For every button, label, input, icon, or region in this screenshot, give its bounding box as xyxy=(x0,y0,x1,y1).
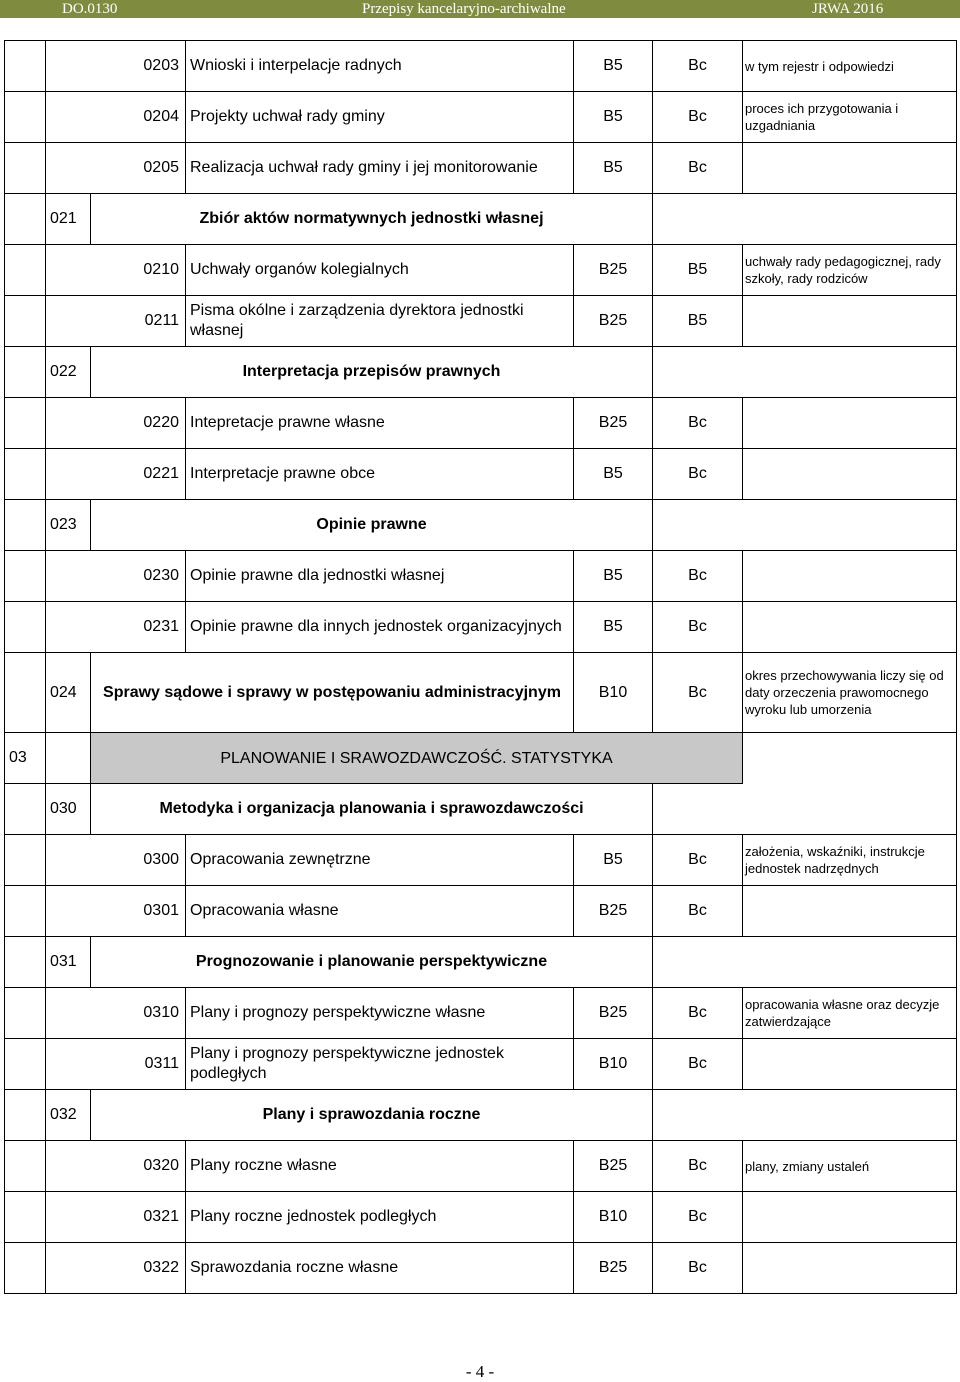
category-a-cell: B5 xyxy=(574,143,653,194)
code-cell: 0210 xyxy=(91,245,186,296)
note-cell xyxy=(743,449,957,500)
level2-cell xyxy=(46,733,91,784)
table-row xyxy=(5,449,957,500)
level2-cell xyxy=(46,41,91,92)
note-cell xyxy=(743,296,957,347)
table-row xyxy=(5,653,957,733)
group-name-cell: Sprawy sądowe i sprawy w postępowaniu administracyjnym xyxy=(91,653,574,733)
code-cell: 0320 xyxy=(91,1141,186,1192)
table-row xyxy=(5,1039,957,1090)
section-name-cell: PLANOWANIE I SRAWOZDAWCZOŚĆ. STATYSTYKA xyxy=(91,733,743,784)
document-version: JRWA 2016 xyxy=(812,1,884,17)
category-b-cell: Bc xyxy=(653,988,743,1039)
group-name-cell: Zbiór aktów normatywnych jednostki własnej xyxy=(91,194,653,245)
table-row xyxy=(5,1090,957,1141)
level1-cell xyxy=(5,1090,46,1141)
name-cell: Plany i prognozy perspektywiczne jednostek podległych xyxy=(186,1039,574,1090)
code-cell: 031 xyxy=(46,937,91,988)
category-b-cell xyxy=(653,937,743,988)
name-cell: Intepretacje prawne własne xyxy=(186,398,574,449)
level1-cell xyxy=(5,449,46,500)
level1-cell xyxy=(5,143,46,194)
code-cell: 021 xyxy=(46,194,91,245)
note-cell xyxy=(743,1090,957,1141)
category-b-cell: Bc xyxy=(653,449,743,500)
group-name-cell: Opinie prawne xyxy=(91,500,653,551)
level1-cell xyxy=(5,937,46,988)
code-cell: 0205 xyxy=(91,143,186,194)
level2-cell xyxy=(46,398,91,449)
code-cell: 0322 xyxy=(91,1243,186,1294)
level1-cell xyxy=(5,245,46,296)
category-a-cell: B25 xyxy=(574,1243,653,1294)
level1-cell xyxy=(5,602,46,653)
level2-cell xyxy=(46,296,91,347)
note-cell: plany, zmiany ustaleń xyxy=(743,1141,957,1192)
note-cell: opracowania własne oraz decyzje zatwierdzające xyxy=(743,988,957,1039)
level1-cell xyxy=(5,41,46,92)
code-cell: 0300 xyxy=(91,835,186,886)
note-cell xyxy=(743,500,957,551)
category-b-cell xyxy=(653,194,743,245)
note-cell xyxy=(743,398,957,449)
code-cell: 0211 xyxy=(91,296,186,347)
level1-cell xyxy=(5,835,46,886)
category-b-cell: Bc xyxy=(653,92,743,143)
table-row xyxy=(5,733,957,784)
category-b-cell: Bc xyxy=(653,551,743,602)
level2-cell xyxy=(46,143,91,194)
note-cell xyxy=(743,1039,957,1090)
category-a-cell: B5 xyxy=(574,41,653,92)
category-b-cell: Bc xyxy=(653,602,743,653)
table-row xyxy=(5,784,957,835)
level1-cell xyxy=(5,92,46,143)
level1-cell xyxy=(5,194,46,245)
name-cell: Projekty uchwał rady gminy xyxy=(186,92,574,143)
category-b-cell: Bc xyxy=(653,1141,743,1192)
level2-cell xyxy=(46,1141,91,1192)
name-cell: Plany i prognozy perspektywiczne własne xyxy=(186,988,574,1039)
category-b-cell: Bc xyxy=(653,1243,743,1294)
category-a-cell: B25 xyxy=(574,1141,653,1192)
level1-cell xyxy=(5,1039,46,1090)
level2-cell xyxy=(46,245,91,296)
category-a-cell: B10 xyxy=(574,653,653,733)
category-a-cell: B10 xyxy=(574,1039,653,1090)
category-a-cell: B25 xyxy=(574,296,653,347)
table-row xyxy=(5,143,957,194)
category-a-cell: B5 xyxy=(574,92,653,143)
level1-cell xyxy=(5,1141,46,1192)
note-cell: proces ich przygotowania i uzgadniania xyxy=(743,92,957,143)
table-row xyxy=(5,92,957,143)
category-b-cell xyxy=(653,347,743,398)
category-b-cell: Bc xyxy=(653,398,743,449)
code-cell: 0220 xyxy=(91,398,186,449)
group-name-cell: Prognozowanie i planowanie perspektywiczne xyxy=(91,937,653,988)
name-cell: Realizacja uchwał rady gminy i jej monitorowanie xyxy=(186,143,574,194)
table-row xyxy=(5,1192,957,1243)
table-row xyxy=(5,937,957,988)
table-row xyxy=(5,886,957,937)
level2-cell xyxy=(46,1039,91,1090)
level1-cell xyxy=(5,653,46,733)
level1-cell xyxy=(5,296,46,347)
code-cell: 0231 xyxy=(91,602,186,653)
level2-cell xyxy=(46,92,91,143)
level2-cell xyxy=(46,886,91,937)
category-a-cell: B5 xyxy=(574,835,653,886)
level2-cell xyxy=(46,602,91,653)
note-cell xyxy=(743,1243,957,1294)
category-b-cell: Bc xyxy=(653,1039,743,1090)
level1-cell xyxy=(5,1243,46,1294)
level1-cell xyxy=(5,347,46,398)
category-a-cell: B5 xyxy=(574,551,653,602)
code-cell: 0204 xyxy=(91,92,186,143)
name-cell: Plany roczne jednostek podległych xyxy=(186,1192,574,1243)
name-cell: Opinie prawne dla jednostki własnej xyxy=(186,551,574,602)
table-row xyxy=(5,296,957,347)
category-b-cell: B5 xyxy=(653,245,743,296)
level1-cell xyxy=(5,398,46,449)
document-title: Przepisy kancelaryjno-archiwalne xyxy=(362,1,566,17)
note-cell xyxy=(743,143,957,194)
name-cell: Opracowania zewnętrzne xyxy=(186,835,574,886)
code-cell: 0230 xyxy=(91,551,186,602)
page-header xyxy=(0,0,960,18)
table-row xyxy=(5,347,957,398)
category-b-cell: Bc xyxy=(653,886,743,937)
note-cell xyxy=(743,886,957,937)
category-a-cell: B5 xyxy=(574,449,653,500)
note-cell xyxy=(743,937,957,988)
category-b-cell: Bc xyxy=(653,835,743,886)
records-classification-table xyxy=(4,40,957,1294)
table-row xyxy=(5,500,957,551)
category-b-cell: Bc xyxy=(653,41,743,92)
level1-cell xyxy=(5,500,46,551)
level1-cell xyxy=(5,551,46,602)
table-row xyxy=(5,398,957,449)
document-code: DO.0130 xyxy=(62,1,118,17)
group-name-cell: Metodyka i organizacja planowania i sprawozdawczości xyxy=(91,784,653,835)
note-cell: w tym rejestr i odpowiedzi xyxy=(743,41,957,92)
name-cell: Pisma okólne i zarządzenia dyrektora jednostki własnej xyxy=(186,296,574,347)
level2-cell xyxy=(46,449,91,500)
group-name-cell: Interpretacja przepisów prawnych xyxy=(91,347,653,398)
category-b-cell: B5 xyxy=(653,296,743,347)
name-cell: Opinie prawne dla innych jednostek organizacyjnych xyxy=(186,602,574,653)
note-cell: uchwały rady pedagogicznej, rady szkoły, rady rodziców xyxy=(743,245,957,296)
category-a-cell: B25 xyxy=(574,245,653,296)
note-cell: okres przechowywania liczy się od daty orzeczenia prawomocnego wyroku lub umorzenia xyxy=(743,653,957,733)
table-row xyxy=(5,1141,957,1192)
code-cell: 0321 xyxy=(91,1192,186,1243)
category-b-cell xyxy=(653,1090,743,1141)
level1-cell xyxy=(5,988,46,1039)
level1-cell xyxy=(5,784,46,835)
category-b-cell: Bc xyxy=(653,1192,743,1243)
level2-cell xyxy=(46,1192,91,1243)
code-cell: 023 xyxy=(46,500,91,551)
name-cell: Plany roczne własne xyxy=(186,1141,574,1192)
level2-cell xyxy=(46,1243,91,1294)
note-cell xyxy=(743,733,957,784)
code-cell: 03 xyxy=(5,733,46,784)
note-cell xyxy=(743,1192,957,1243)
code-cell: 0301 xyxy=(91,886,186,937)
table-row xyxy=(5,245,957,296)
category-b-cell xyxy=(653,784,743,835)
note-cell: założenia, wskaźniki, instrukcje jednostek nadrzędnych xyxy=(743,835,957,886)
category-a-cell: B25 xyxy=(574,988,653,1039)
category-a-cell: B5 xyxy=(574,602,653,653)
name-cell: Interpretacje prawne obce xyxy=(186,449,574,500)
level2-cell xyxy=(46,551,91,602)
note-cell xyxy=(743,784,957,835)
level2-cell xyxy=(46,988,91,1039)
table-row xyxy=(5,551,957,602)
name-cell: Wnioski i interpelacje radnych xyxy=(186,41,574,92)
group-name-cell: Plany i sprawozdania roczne xyxy=(91,1090,653,1141)
name-cell: Uchwały organów kolegialnych xyxy=(186,245,574,296)
category-b-cell: Bc xyxy=(653,653,743,733)
code-cell: 0203 xyxy=(91,41,186,92)
table-row xyxy=(5,1243,957,1294)
code-cell: 022 xyxy=(46,347,91,398)
code-cell: 024 xyxy=(46,653,91,733)
table-row xyxy=(5,41,957,92)
table-row xyxy=(5,602,957,653)
page-number: - 4 - xyxy=(465,1362,495,1381)
category-a-cell: B25 xyxy=(574,398,653,449)
note-cell xyxy=(743,551,957,602)
name-cell: Sprawozdania roczne własne xyxy=(186,1243,574,1294)
table-row xyxy=(5,835,957,886)
table-row xyxy=(5,194,957,245)
level1-cell xyxy=(5,886,46,937)
category-b-cell: Bc xyxy=(653,143,743,194)
code-cell: 0311 xyxy=(91,1039,186,1090)
note-cell xyxy=(743,347,957,398)
note-cell xyxy=(743,194,957,245)
category-a-cell: B10 xyxy=(574,1192,653,1243)
category-a-cell: B25 xyxy=(574,886,653,937)
note-cell xyxy=(743,602,957,653)
code-cell: 0310 xyxy=(91,988,186,1039)
name-cell: Opracowania własne xyxy=(186,886,574,937)
code-cell: 0221 xyxy=(91,449,186,500)
level2-cell xyxy=(46,835,91,886)
code-cell: 032 xyxy=(46,1090,91,1141)
level1-cell xyxy=(5,1192,46,1243)
category-b-cell xyxy=(653,500,743,551)
table-row xyxy=(5,988,957,1039)
code-cell: 030 xyxy=(46,784,91,835)
